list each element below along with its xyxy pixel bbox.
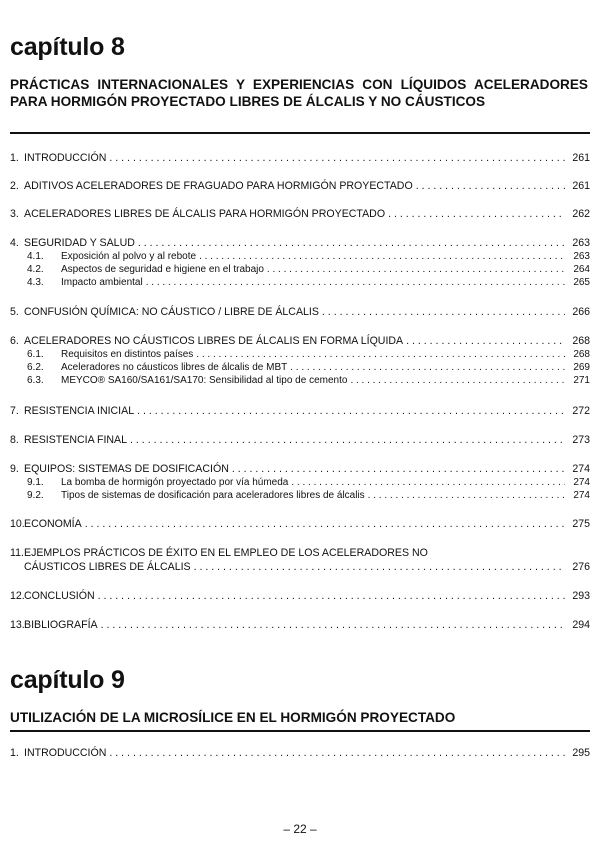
toc-page-number: 261 [572, 152, 590, 164]
toc-entry[interactable] [10, 152, 590, 165]
toc-number: 6.3. [27, 375, 44, 386]
toc-label: RESISTENCIA FINAL [24, 434, 128, 446]
toc-number: 4.3. [27, 277, 44, 288]
toc-label: Aspectos de seguridad e higiene en el trabajo [61, 264, 264, 275]
leader-dots [350, 375, 565, 387]
toc-number: 8. [10, 434, 19, 446]
toc-label: Tipos de sistemas de dosificación para aceleradores libres de álcalis [61, 490, 365, 501]
toc-label: ECONOMÍA [24, 518, 82, 530]
page-number: – 22 – [283, 822, 317, 836]
toc-entry[interactable] [10, 335, 590, 348]
toc-page-number: 293 [572, 590, 590, 602]
toc-page-number: 275 [572, 518, 590, 530]
toc-page-number: 268 [572, 335, 590, 347]
toc-number: 11. [10, 547, 24, 559]
toc-number: 4.1. [27, 251, 44, 262]
toc-subentry[interactable] [27, 251, 590, 263]
toc-number: 7. [10, 405, 19, 417]
toc-page-number: 265 [573, 277, 590, 288]
leader-dots [199, 251, 565, 263]
toc-page-number: 276 [572, 561, 590, 573]
toc-page-number: 274 [573, 490, 590, 501]
toc-entry[interactable] [10, 518, 590, 531]
toc-label: ADITIVOS ACELERADORES DE FRAGUADO PARA HORMIGÓN PROYECTADO [24, 180, 413, 192]
leader-dots [109, 152, 565, 165]
leader-dots [290, 362, 565, 374]
toc-label: ACELERADORES LIBRES DE ÁLCALIS PARA HORMIGÓN PROYECTADO [24, 208, 386, 220]
toc-label: EQUIPOS: SISTEMAS DE DOSIFICACIÓN [24, 463, 229, 475]
leader-dots [194, 561, 565, 574]
toc-number: 13. [10, 619, 25, 631]
toc-label: Aceleradores no cáusticos libres de álcalis de MBT [61, 362, 288, 373]
toc-label: CÁUSTICOS LIBRES DE ÁLCALIS [24, 561, 191, 573]
toc-page-number: 266 [572, 306, 590, 318]
chapter-9-heading: capítulo 9 [10, 666, 125, 694]
toc-page-number: 272 [572, 405, 590, 417]
toc-page-number: 268 [573, 349, 590, 360]
toc-page-number: 264 [573, 264, 590, 275]
toc-page-number: 269 [573, 362, 590, 373]
leader-dots [137, 405, 565, 418]
toc-label: EJEMPLOS PRÁCTICOS DE ÉXITO EN EL EMPLEO DE LOS ACELERADORES NO [24, 547, 428, 559]
toc-label: MEYCO® SA160/SA161/SA170: Sensibilidad al tipo de cemento [61, 375, 348, 386]
toc-page-number: 274 [572, 463, 590, 475]
chapter-9-title: UTILIZACIÓN DE LA MICROSÍLICE EN EL HORMIGÓN PROYECTADO [10, 710, 456, 725]
toc-page-number: 295 [572, 747, 590, 759]
toc-entry[interactable] [10, 747, 590, 760]
toc-subentry[interactable] [27, 264, 590, 276]
toc-entry[interactable] [10, 237, 590, 250]
toc-number: 1. [10, 152, 19, 164]
chapter-8-heading: capítulo 8 [10, 33, 125, 61]
leader-dots [146, 277, 565, 289]
toc-number: 6.2. [27, 362, 44, 373]
toc-page-number: 294 [572, 619, 590, 631]
chapter-8-title: PRÁCTICAS INTERNACIONALES Y EXPERIENCIAS CON LÍQUIDOS ACELERADORES PARA HORMIGÓN PROYECTADO LIBRES DE ÁLCALIS Y NO CÁUSTICOS [10, 77, 588, 109]
toc-entry[interactable] [10, 180, 590, 193]
leader-dots [416, 180, 565, 193]
toc-subentry[interactable] [27, 349, 590, 361]
toc-label: Requisitos en distintos países [61, 349, 194, 360]
toc-label: SEGURIDAD Y SALUD [24, 237, 135, 249]
toc-number: 4. [10, 237, 19, 249]
leader-dots [109, 747, 565, 760]
toc-number: 12. [10, 590, 25, 602]
toc-label: ACELERADORES NO CÁUSTICOS LIBRES DE ÁLCALIS EN FORMA LÍQUIDA [24, 335, 404, 347]
toc-page-number: 273 [572, 434, 590, 446]
leader-dots [101, 619, 565, 632]
leader-dots [368, 490, 565, 502]
toc-number: 9.2. [27, 490, 44, 501]
toc-label: RESISTENCIA INICIAL [24, 405, 135, 417]
toc-subentry[interactable] [27, 375, 590, 387]
toc-page-number: 261 [572, 180, 590, 192]
toc-entry[interactable] [10, 434, 590, 447]
leader-dots [196, 349, 565, 361]
toc-label: La bomba de hormigón proyectado por vía húmeda [61, 477, 289, 488]
toc-number: 9.1. [27, 477, 44, 488]
toc-entry[interactable] [10, 619, 590, 632]
toc-page-number: 271 [573, 375, 590, 386]
toc-number: 4.2. [27, 264, 44, 275]
leader-dots [138, 237, 565, 250]
toc-page-number: 262 [572, 208, 590, 220]
toc-number: 1. [10, 747, 19, 759]
toc-label: Exposición al polvo y al rebote [61, 251, 197, 262]
toc-entry[interactable] [10, 208, 590, 221]
leader-dots [388, 208, 565, 221]
toc-subentry[interactable] [27, 490, 590, 502]
leader-dots [267, 264, 565, 276]
leader-dots [406, 335, 565, 348]
toc-number: 6.1. [27, 349, 44, 360]
toc-subentry[interactable] [27, 477, 590, 489]
toc-label: CONFUSIÓN QUÍMICA: NO CÁUSTICO / LIBRE DE ÁLCALIS [24, 306, 319, 318]
toc-number: 6. [10, 335, 19, 347]
toc-entry[interactable] [10, 306, 590, 319]
toc-number: 3. [10, 208, 19, 220]
toc-entry-line-1[interactable] [10, 547, 590, 560]
toc-label: Impacto ambiental [61, 277, 143, 288]
toc-entry-line-2[interactable] [10, 561, 590, 574]
leader-dots [322, 306, 565, 319]
toc-label: INTRODUCCIÓN [24, 747, 107, 759]
toc-page-number: 274 [573, 477, 590, 488]
toc-label: INTRODUCCIÓN [24, 152, 107, 164]
toc-number: 5. [10, 306, 19, 318]
leader-dots [291, 477, 565, 489]
toc-number: 9. [10, 463, 19, 475]
toc-number: 10. [10, 518, 25, 530]
toc-label: CONCLUSIÓN [24, 590, 95, 602]
toc-page-number: 263 [572, 237, 590, 249]
leader-dots [130, 434, 565, 447]
toc-subentry[interactable] [27, 277, 590, 289]
toc-entry[interactable] [10, 463, 590, 476]
toc-entry[interactable] [10, 405, 590, 418]
leader-dots [85, 518, 565, 531]
toc-page-number: 263 [573, 251, 590, 262]
chapter-8-rule [10, 132, 590, 134]
toc-subentry[interactable] [27, 362, 590, 374]
toc-entry[interactable] [10, 590, 590, 603]
toc-number: 2. [10, 180, 19, 192]
leader-dots [98, 590, 565, 603]
chapter-9-rule [10, 730, 590, 732]
toc-label: BIBLIOGRAFÍA [24, 619, 98, 631]
leader-dots [232, 463, 565, 476]
